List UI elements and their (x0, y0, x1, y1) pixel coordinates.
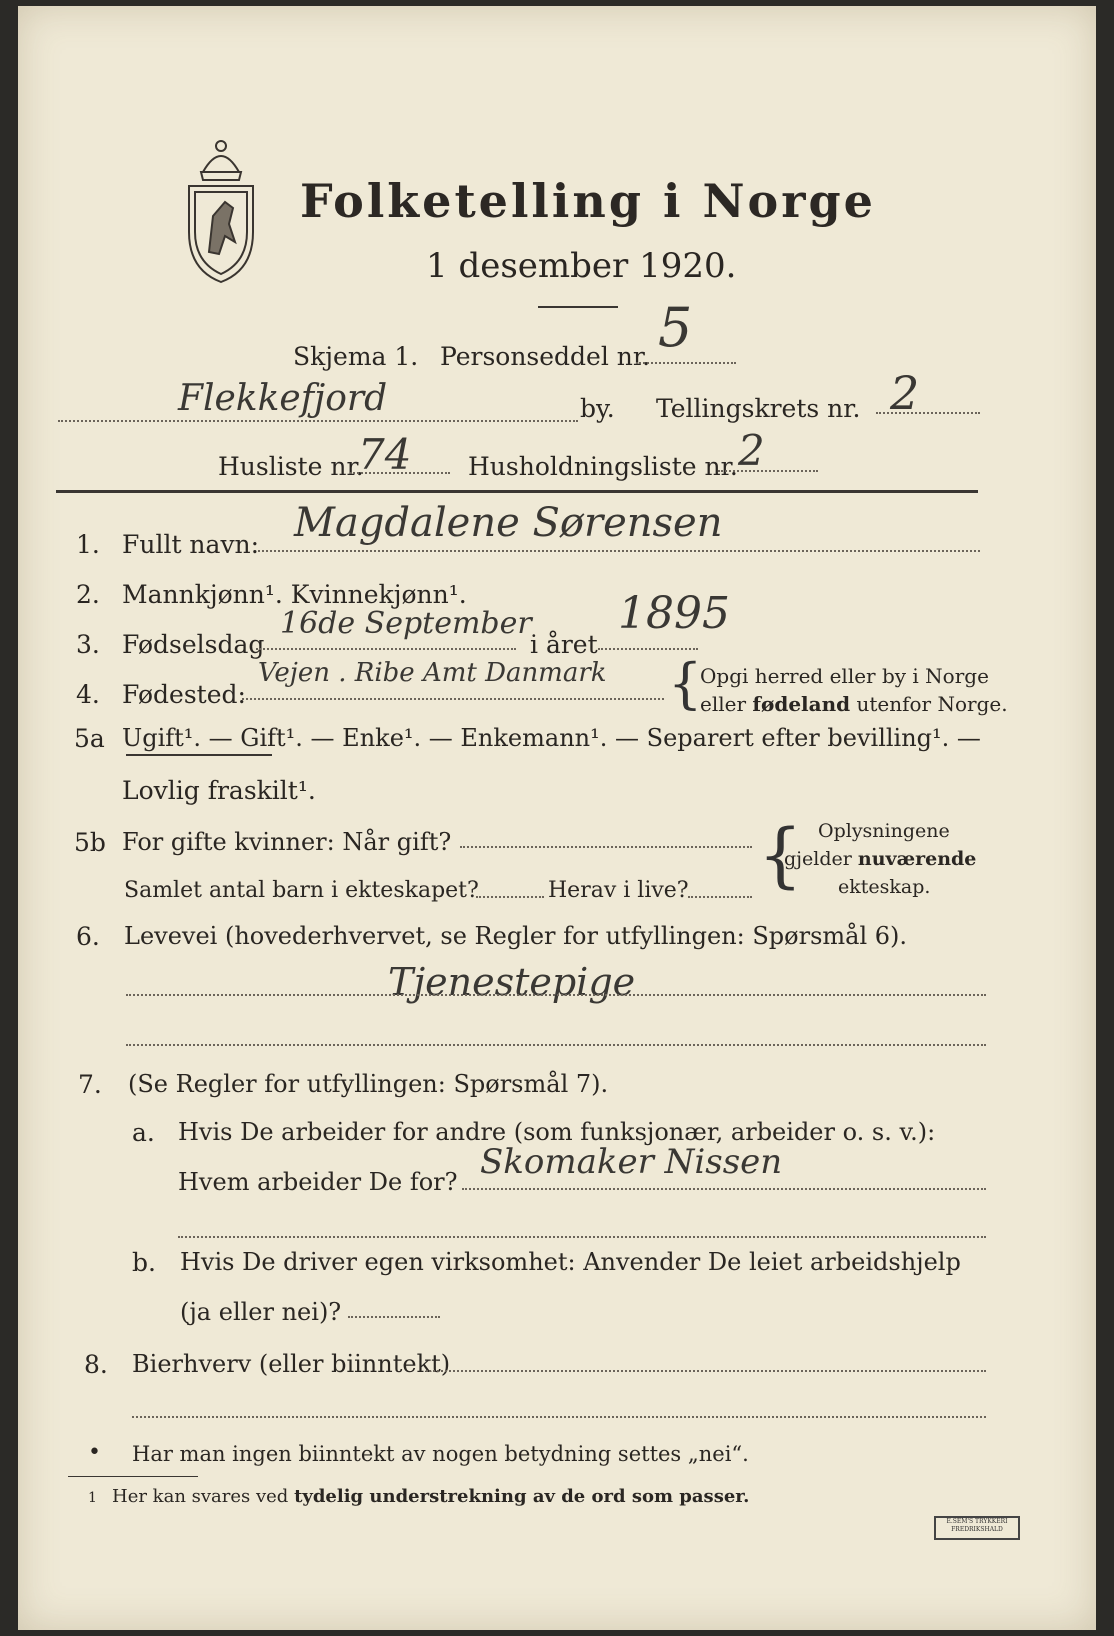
printer-stamp: E.SEM'S TRYKKERI FREDRIKSHALD (934, 1516, 1020, 1540)
q3-number: 3. (76, 630, 100, 659)
personseddel-label: Personseddel nr. (440, 342, 651, 371)
place-field[interactable] (58, 420, 578, 422)
side-income-note: Har man ingen biinntekt av nogen betydning settes „nei“. (132, 1442, 749, 1466)
birthplace-field[interactable] (242, 698, 664, 700)
husholdningsliste-label: Husholdningsliste nr. (468, 452, 738, 481)
tellingskrets-label: Tellingskrets nr. (656, 394, 861, 423)
form-title: Folketelling i Norge (300, 174, 876, 228)
ugift-underline (126, 754, 272, 756)
q7b-letter: b. (132, 1248, 156, 1277)
q5b-children-label: Samlet antal barn i ekteskapet? (124, 878, 479, 903)
note-bullet: • (88, 1440, 101, 1465)
birthplace-value: Vejen . Ribe Amt Danmark (258, 658, 607, 688)
q7a-letter: a. (132, 1118, 155, 1147)
marital-status-options[interactable]: Ugift¹. — Gift¹. — Enke¹. — Enkemann¹. — Separert efter bevilling¹. — (122, 724, 981, 752)
married-date-field[interactable] (460, 846, 752, 848)
employer-field[interactable] (462, 1188, 986, 1190)
personseddel-field[interactable] (636, 362, 736, 364)
q3-year-label: i året (530, 630, 598, 659)
birthday-field[interactable] (256, 648, 516, 650)
title-divider (538, 306, 618, 308)
header-rule (56, 490, 978, 493)
footnote-divider (68, 1476, 198, 1477)
tellingskrets-value: 2 (890, 366, 920, 420)
by-label: by. (580, 394, 615, 423)
birthplace-brace: { (668, 652, 703, 715)
husholdningsliste-field[interactable] (718, 470, 818, 472)
q7-label: (Se Regler for utfyllingen: Spørsmål 7). (128, 1070, 609, 1098)
marriage-note-2: gjelder nuværende (784, 848, 977, 870)
marriage-brace: { (758, 814, 803, 896)
q2-number: 2. (76, 580, 100, 609)
q6-label: Levevei (hovederhvervet, se Regler for utfyllingen: Spørsmål 6). (124, 922, 908, 950)
census-date: 1 desember 1920. (426, 246, 737, 286)
q5b-number: 5b (74, 828, 106, 857)
employer-field-2[interactable] (178, 1236, 986, 1238)
birthplace-note-1: Opgi herred eller by i Norge (700, 664, 989, 688)
footnote-mark: 1 (88, 1490, 97, 1506)
marriage-note-1: Oplysningene (818, 820, 950, 842)
birth-year-field[interactable] (598, 648, 698, 650)
q7b-yesno-label: (ja eller nei)? (180, 1298, 342, 1326)
full-name-value: Magdalene Sørensen (294, 500, 723, 546)
occupation-field-1[interactable] (126, 994, 986, 996)
birthday-value: 16de September (280, 606, 532, 641)
side-income-field[interactable] (426, 1370, 986, 1372)
children-count-field[interactable] (476, 896, 544, 898)
full-name-field[interactable] (258, 550, 980, 552)
husliste-value: 74 (358, 430, 412, 479)
skjema-label: Skjema 1. (293, 342, 419, 371)
hired-help-field[interactable] (348, 1316, 440, 1318)
birthplace-note-2: eller fødeland utenfor Norge. (700, 692, 1008, 716)
marital-status-options-2[interactable]: Lovlig fraskilt¹. (122, 776, 316, 805)
q1-label: Fullt navn: (122, 530, 260, 559)
birth-year-value: 1895 (618, 588, 730, 639)
footnote-text: Her kan svares ved tydelig understrekning av de ord som passer. (112, 1486, 750, 1507)
q5a-number: 5a (74, 724, 105, 753)
q7b-label: Hvis De driver egen virksomhet: Anvender De leiet arbeidshjelp (180, 1248, 961, 1276)
husliste-label: Husliste nr. (218, 452, 364, 481)
census-form (18, 6, 1096, 1630)
q5b-alive-label: Herav i live? (548, 878, 689, 903)
side-income-field-2[interactable] (132, 1416, 986, 1418)
q1-number: 1. (76, 530, 100, 559)
q3-label: Fødselsdag (122, 630, 265, 659)
occupation-field-2[interactable] (126, 1044, 986, 1046)
q5b-label: For gifte kvinner: Når gift? (122, 828, 452, 856)
gender-options[interactable]: Mannkjønn¹. Kvinnekjønn¹. (122, 580, 467, 609)
personseddel-value: 5 (658, 296, 693, 359)
place-value: Flekkefjord (178, 378, 388, 419)
coat-of-arms-icon (173, 132, 269, 288)
q7a-label: Hvis De arbeider for andre (som funksjonær, arbeider o. s. v.): (178, 1118, 936, 1146)
q6-number: 6. (76, 922, 100, 951)
marriage-note-3: ekteskap. (838, 876, 931, 898)
occupation-value: Tjenestepige (388, 960, 636, 1004)
q4-number: 4. (76, 680, 100, 709)
q7-number: 7. (78, 1070, 102, 1099)
q8-label: Bierhverv (eller biinntekt) (132, 1350, 451, 1378)
children-alive-field[interactable] (688, 896, 752, 898)
q4-label: Fødested: (122, 680, 246, 709)
employer-value: Skomaker Nissen (480, 1142, 783, 1182)
q8-number: 8. (84, 1350, 108, 1379)
q7a-employer-label: Hvem arbeider De for? (178, 1168, 458, 1196)
husholdningsliste-value: 2 (738, 426, 765, 475)
